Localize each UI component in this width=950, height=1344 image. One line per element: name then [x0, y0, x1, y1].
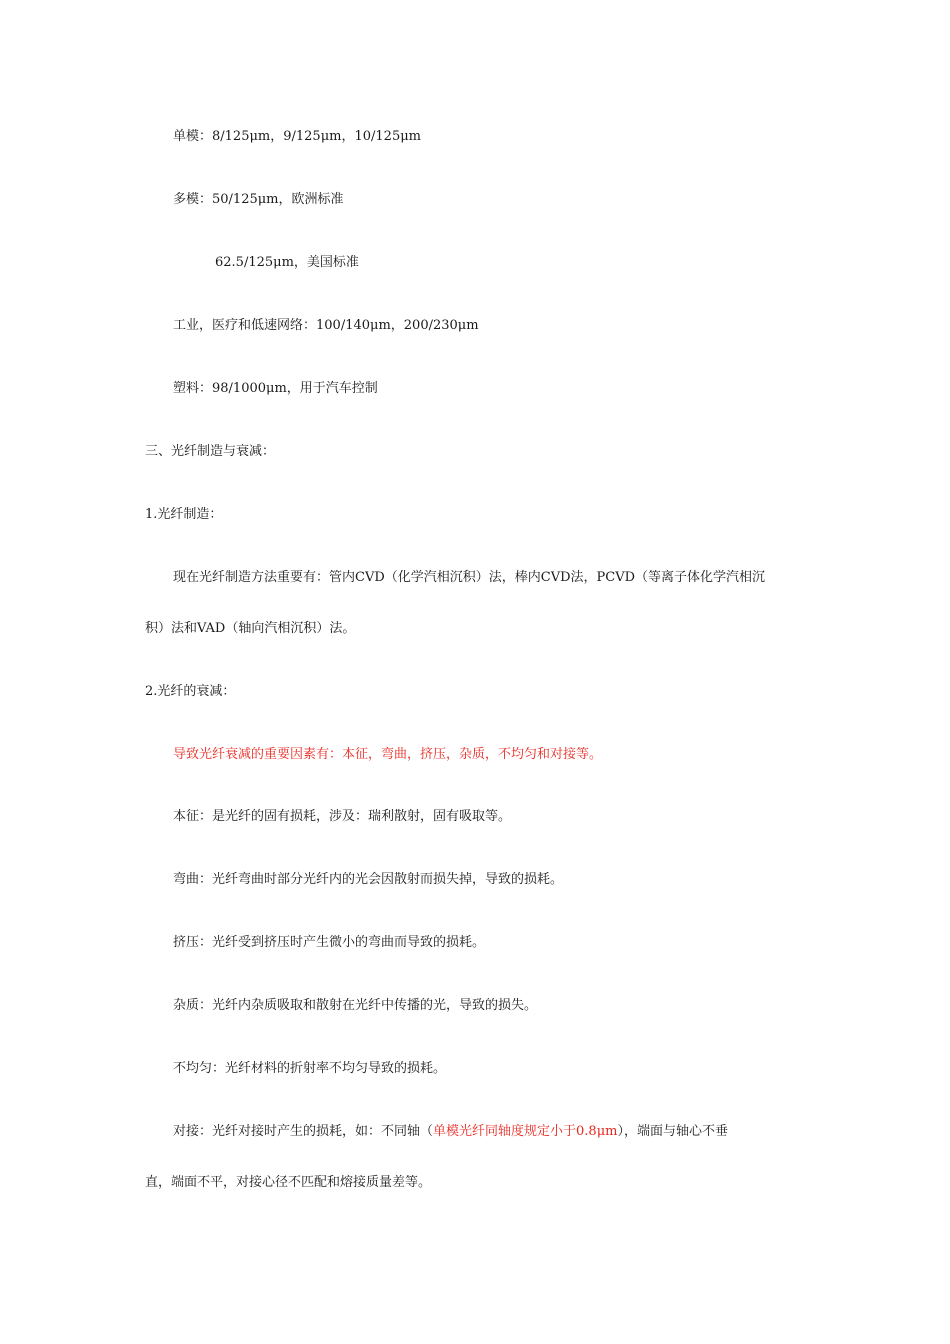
- splice-highlight: 单模光纤同轴度规定小于0.8μm: [433, 1124, 618, 1139]
- nonuniform-line: 不均匀：光纤材料的折射率不均匀导致的损耗。: [173, 1061, 447, 1076]
- manufacture-paragraph-line-2: 积）法和VAD（轴向汽相沉积）法。: [145, 621, 356, 636]
- industrial-line: 工业，医疗和低速网络：100/140μm，200/230μm: [173, 318, 479, 333]
- squeeze-line: 挤压：光纤受到挤压时产生微小的弯曲而导致的损耗。: [173, 935, 486, 950]
- subheading-manufacture: 1.光纤制造：: [145, 507, 223, 522]
- bending-line: 弯曲：光纤弯曲时部分光纤内的光会因散射而损失掉，导致的损耗。: [173, 872, 564, 887]
- single-mode-line: 单模：8/125μm，9/125μm，10/125μm: [173, 129, 421, 144]
- subheading-attenuation: 2.光纤的衰减：: [145, 684, 236, 699]
- plastic-line: 塑料：98/1000μm，用于汽车控制: [173, 381, 378, 396]
- splice-line-1: [173, 1123, 728, 1141]
- manufacture-paragraph-line-1: 现在光纤制造方法重要有：管内CVD（化学汽相沉积）法，棒内CVD法，PCVD（等离子体化学汽相沉: [173, 570, 766, 585]
- splice-line-2: 直，端面不平，对接心径不匹配和熔接质量差等。: [145, 1175, 432, 1190]
- attenuation-intro: 导致光纤衰减的重要因素有：本征，弯曲，挤压，杂质，不均匀和对接等。: [173, 747, 603, 762]
- splice-suffix: ），端面与轴心不垂: [617, 1124, 728, 1139]
- multi-mode-line-2: 62.5/125μm，美国标准: [215, 255, 359, 270]
- multi-mode-line-1: 多模：50/125μm，欧洲标准: [173, 192, 344, 207]
- impurity-line: 杂质：光纤内杂质吸取和散射在光纤中传播的光，导致的损失。: [173, 998, 538, 1013]
- splice-prefix: 对接：光纤对接时产生的损耗，如：不同轴（: [173, 1124, 434, 1139]
- section-heading-3: 三、光纤制造与衰减：: [145, 444, 276, 459]
- intrinsic-line: 本征：是光纤的固有损耗，涉及：瑞利散射，固有吸取等。: [173, 809, 512, 824]
